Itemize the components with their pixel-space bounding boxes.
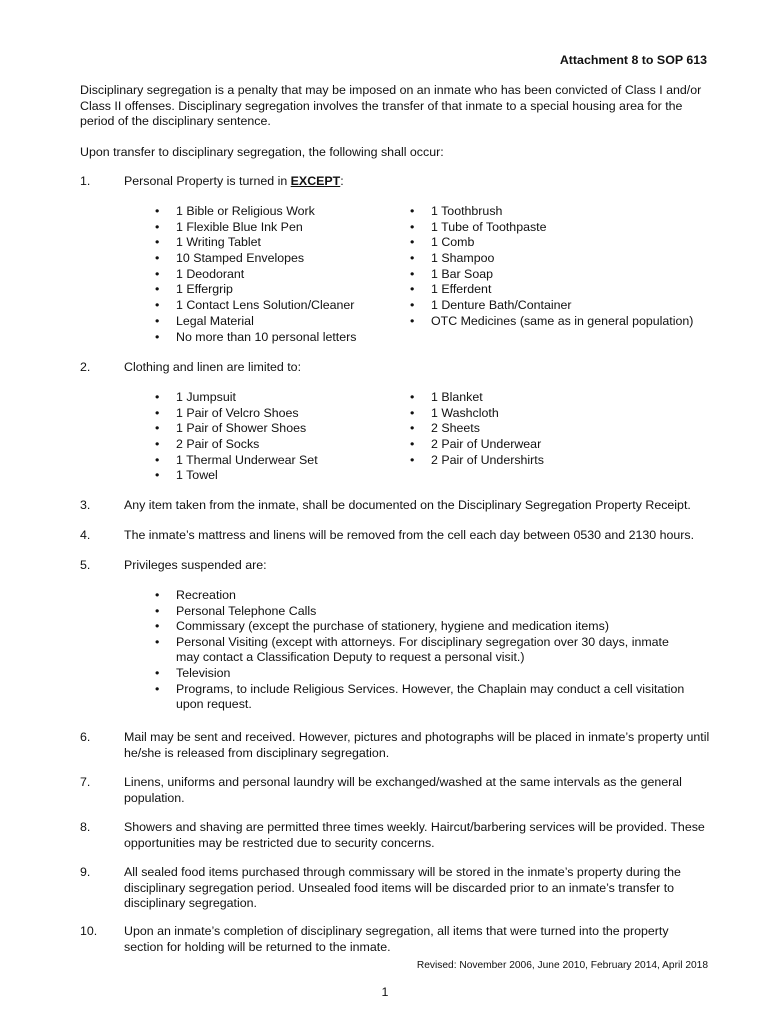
item-number: 8.	[80, 820, 91, 834]
list-item: • 1 Bible or Religious Work	[154, 204, 356, 220]
list-item: • 2 Sheets	[409, 421, 544, 437]
item-text: Linens, uniforms and personal laundry will be exchanged/washed at the same intervals as the general population.	[124, 775, 682, 805]
list-item: • 1 Effergrip	[154, 282, 356, 298]
item-text: Upon an inmate’s completion of disciplinary segregation, all items that were turned into the property section for holding will be returned to the inmate.	[124, 924, 669, 954]
item-number: 4.	[80, 528, 91, 542]
item-number: 9.	[80, 865, 91, 879]
list-item: • Television	[154, 666, 694, 682]
list-item: • OTC Medicines (same as in general population)	[409, 314, 693, 330]
list-item: • 1 Pair of Velcro Shoes	[154, 406, 318, 422]
except-emphasis: EXCEPT	[290, 174, 341, 188]
list-item: • 1 Deodorant	[154, 267, 356, 283]
upon-transfer-paragraph: Upon transfer to disciplinary segregation, the following shall occur:	[80, 145, 444, 159]
clothing-list-right	[409, 390, 544, 468]
item-text: Mail may be sent and received. However, pictures and photographs will be placed in inmate’s property until he/she is released from disciplinary segregation.	[124, 730, 710, 760]
item-number: 5.	[80, 558, 91, 572]
list-item: • 1 Blanket	[409, 390, 544, 406]
item-text: Any item taken from the inmate, shall be documented on the Disciplinary Segregation Property Receipt.	[124, 498, 691, 512]
intro-paragraph: Disciplinary segregation is a penalty that may be imposed on an inmate who has been convicted of Class I and/or Class II offenses. Disciplinary segregation involves the transfer of that inmate to a special housing area for the period of the disciplinary sentence.	[80, 83, 702, 129]
list-item: • 1 Flexible Blue Ink Pen	[154, 220, 356, 236]
privileges-list	[154, 588, 694, 713]
page-number: 1	[381, 985, 389, 999]
item-number: 1.	[80, 174, 91, 188]
list-item: • 1 Pair of Shower Shoes	[154, 421, 318, 437]
list-item: • 1 Writing Tablet	[154, 235, 356, 251]
list-item: • No more than 10 personal letters	[154, 330, 356, 346]
item-number: 7.	[80, 775, 91, 789]
list-item: • 1 Denture Bath/Container	[409, 298, 693, 314]
revision-note: Revised: November 2006, June 2010, February 2014, April 2018	[416, 960, 708, 971]
list-item: • 1 Thermal Underwear Set	[154, 453, 318, 469]
list-item: • 2 Pair of Socks	[154, 437, 318, 453]
item-number: 10.	[80, 924, 98, 938]
list-item: • Legal Material	[154, 314, 356, 330]
list-item: • 1 Bar Soap	[409, 267, 693, 283]
item-number: 6.	[80, 730, 91, 744]
item-text: Privileges suspended are:	[124, 558, 267, 572]
item-text: All sealed food items purchased through commissary will be stored in the inmate’s property during the disciplinary segregation period. Unsealed food items will be discarded prior to an inmate’s transfer to disciplinary segregation.	[124, 865, 681, 911]
list-item: • 1 Efferdent	[409, 282, 693, 298]
item-text: Personal Property is turned in EXCEPT:	[124, 174, 344, 188]
property-list-right	[409, 204, 693, 330]
list-item: • 1 Toothbrush	[409, 204, 693, 220]
list-item: • 1 Towel	[154, 468, 318, 484]
item-text: Showers and shaving are permitted three times weekly. Haircut/barbering services will be provided. These opportunities may be restricted due to security concerns.	[124, 820, 705, 850]
list-item: • 2 Pair of Underwear	[409, 437, 544, 453]
list-item: • 1 Comb	[409, 235, 693, 251]
clothing-list-left	[154, 390, 318, 484]
list-item: • 10 Stamped Envelopes	[154, 251, 356, 267]
property-list-left	[154, 204, 356, 345]
list-item: • 1 Washcloth	[409, 406, 544, 422]
list-item: • 1 Shampoo	[409, 251, 693, 267]
attachment-header: Attachment 8 to SOP 613	[559, 53, 707, 67]
item-number: 3.	[80, 498, 91, 512]
list-item: • Commissary (except the purchase of stationery, hygiene and medication items)	[154, 619, 694, 635]
item-text: Clothing and linen are limited to:	[124, 360, 302, 374]
list-item: • Personal Visiting (except with attorneys. For disciplinary segregation over 30 days, inmate may contact a Classification Deputy to request a personal visit.)	[154, 635, 694, 666]
list-item: • 1 Tube of Toothpaste	[409, 220, 693, 236]
list-item: • Recreation	[154, 588, 694, 604]
list-item: • 2 Pair of Undershirts	[409, 453, 544, 469]
list-item: • 1 Contact Lens Solution/Cleaner	[154, 298, 356, 314]
list-item: • 1 Jumpsuit	[154, 390, 318, 406]
list-item: • Personal Telephone Calls	[154, 604, 694, 620]
item-number: 2.	[80, 360, 91, 374]
list-item: • Programs, to include Religious Services. However, the Chaplain may conduct a cell visitation upon request.	[154, 682, 694, 713]
item-text: The inmate’s mattress and linens will be removed from the cell each day between 0530 and 2130 hours.	[124, 528, 695, 542]
